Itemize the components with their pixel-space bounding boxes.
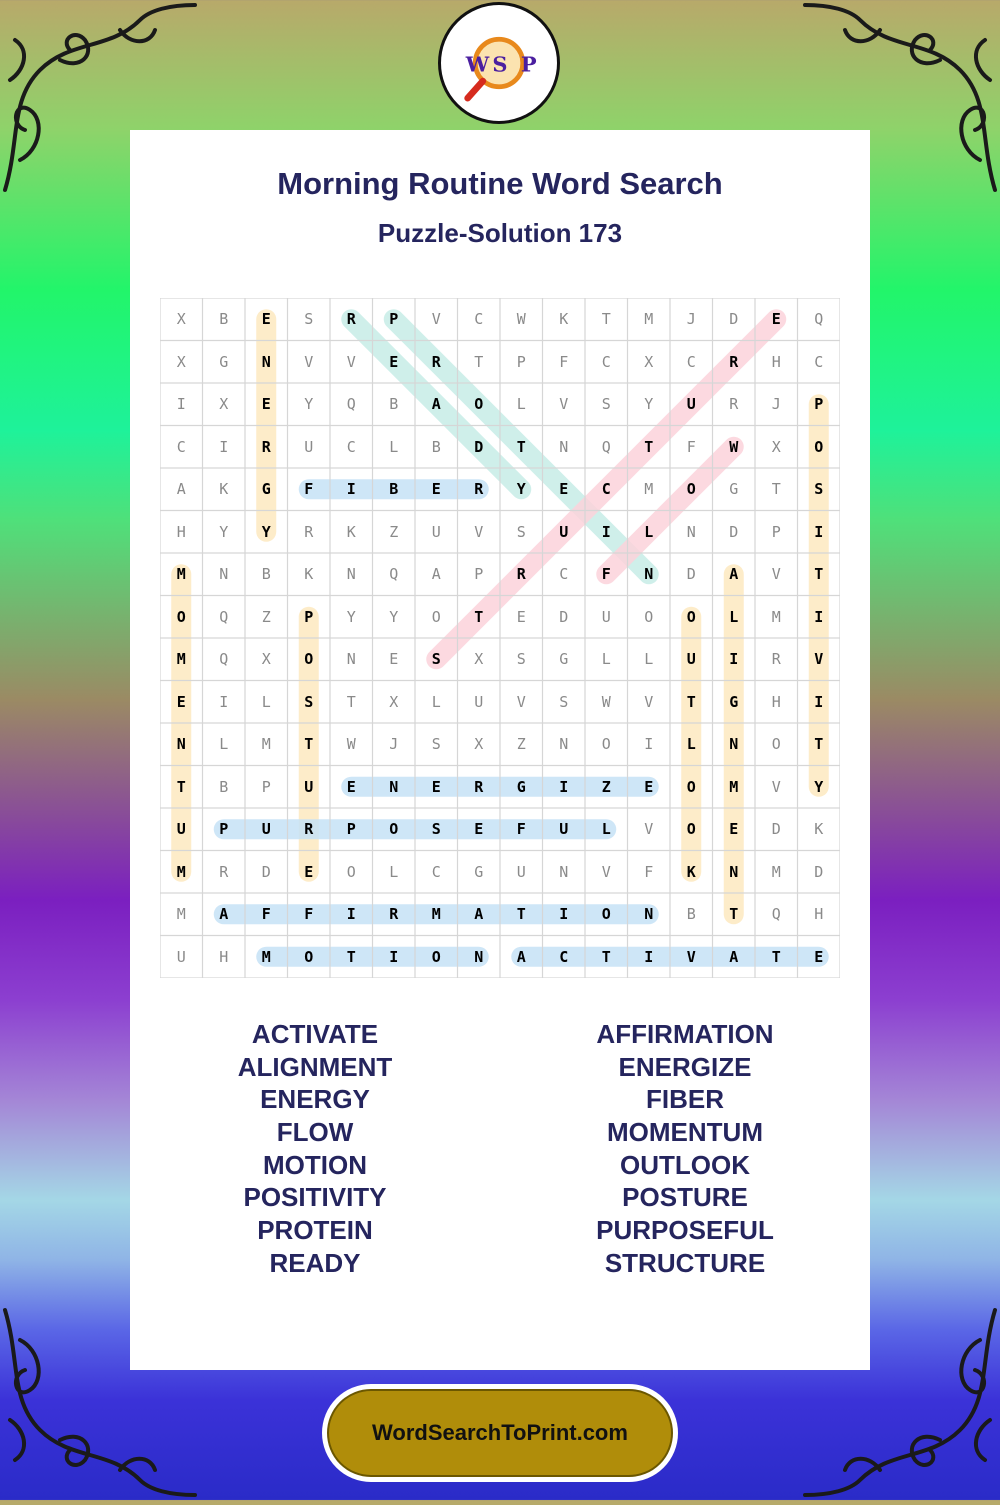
grid-cell: O (304, 947, 314, 966)
grid-cell: B (219, 310, 229, 329)
grid-cell: L (644, 522, 654, 541)
grid-cell: I (176, 395, 186, 414)
grid-cell: Z (601, 777, 611, 796)
grid-cell: M (176, 650, 186, 669)
grid-cell: K (219, 480, 229, 499)
grid-cell: S (601, 395, 611, 414)
grid-cell: I (814, 522, 824, 541)
grid-cell: J (771, 395, 781, 414)
grid-cell: T (516, 905, 526, 924)
grid-cell: R (219, 862, 229, 881)
grid-cell: N (176, 735, 186, 754)
site-link-pill[interactable] (322, 1384, 678, 1482)
grid-cell: O (176, 607, 186, 626)
grid-cell: P (474, 565, 484, 584)
grid-cell: H (814, 905, 824, 924)
grid-cell: N (559, 735, 569, 754)
grid-cell: O (389, 820, 399, 839)
grid-cell: T (814, 565, 824, 584)
grid-cell: R (431, 352, 441, 371)
grid-cell: P (516, 352, 526, 371)
grid-cell: V (814, 650, 824, 669)
grid-cell: W (516, 310, 526, 329)
grid-cell: Q (346, 395, 356, 414)
grid-cell: P (814, 395, 824, 414)
grid-cell: D (474, 437, 484, 456)
grid-cell: A (431, 565, 441, 584)
grid-cell: X (644, 352, 654, 371)
grid-cell: Z (389, 522, 399, 541)
grid-cell: R (389, 905, 399, 924)
grid-cell: N (474, 947, 484, 966)
grid-cell: U (686, 650, 696, 669)
logo-letter-w: W (465, 51, 490, 77)
grid-cell: Y (516, 480, 526, 499)
grid-cell: R (261, 437, 271, 456)
grid-cell: S (304, 310, 314, 329)
grid-cell: M (771, 862, 781, 881)
word-item: PROTEIN (257, 1215, 373, 1246)
grid-cell: D (729, 310, 739, 329)
grid-cell: I (219, 692, 229, 711)
word-item: AFFIRMATION (596, 1019, 774, 1049)
grid-cell: K (304, 565, 314, 584)
grid-cell: T (474, 352, 484, 371)
grid-cell: S (304, 692, 314, 711)
grid-cell: P (219, 820, 229, 839)
grid-cell: S (516, 650, 526, 669)
grid-cell: U (559, 522, 569, 541)
grid-cell: M (261, 735, 271, 754)
grid-cell: G (729, 692, 739, 711)
grid-cell: M (644, 310, 654, 329)
word-item: ACTIVATE (251, 1019, 379, 1049)
grid-cell: B (389, 480, 399, 499)
grid-cell: L (644, 650, 654, 669)
grid-cell: Y (346, 607, 356, 626)
puzzle-card (130, 130, 870, 1370)
grid-cell: Y (304, 395, 314, 414)
grid-cell: Z (516, 735, 526, 754)
grid-cell: L (219, 735, 229, 754)
word-item: POSITIVITY (243, 1182, 387, 1213)
word-item: MOTION (263, 1149, 367, 1180)
grid-cell: T (346, 692, 356, 711)
grid-cell: E (516, 607, 526, 626)
grid-cell: C (474, 310, 484, 329)
site-link-label[interactable]: WordSearchToPrint.com (327, 1389, 673, 1477)
logo-letter-s: S (492, 51, 508, 77)
grid-cell: X (389, 692, 399, 711)
grid-cell: V (771, 777, 781, 796)
grid-cell: F (516, 820, 526, 839)
grid-cell: C (559, 565, 569, 584)
grid-cell: C (601, 480, 611, 499)
grid-cell: M (176, 862, 186, 881)
grid-cell: F (261, 905, 271, 924)
grid-cell: G (261, 480, 271, 499)
grid-cell: I (389, 947, 399, 966)
grid-cell: N (346, 565, 356, 584)
grid-cell: B (261, 565, 271, 584)
grid-cell: D (729, 522, 739, 541)
grid-cell: T (644, 437, 654, 456)
grid-cell: V (431, 310, 441, 329)
grid-cell: D (771, 820, 781, 839)
grid-cell: F (304, 480, 314, 499)
grid-cell: F (686, 437, 696, 456)
grid-cell: D (686, 565, 696, 584)
grid-cell: I (219, 437, 229, 456)
grid-cell: O (686, 820, 696, 839)
grid-cell: X (261, 650, 271, 669)
grid-cell: O (304, 650, 314, 669)
grid-cell: N (644, 565, 654, 584)
grid-cell: C (601, 352, 611, 371)
grid-cell: T (771, 480, 781, 499)
grid-cell: K (346, 522, 356, 541)
grid-cell: S (814, 480, 824, 499)
grid-cell: A (729, 565, 739, 584)
grid-cell: N (644, 905, 654, 924)
grid-cell: T (601, 947, 611, 966)
grid-cell: Q (219, 650, 229, 669)
grid-cell: F (601, 565, 611, 584)
grid-cell: M (644, 480, 654, 499)
grid-cell: G (729, 480, 739, 499)
grid-cell: V (346, 352, 356, 371)
grid-cell: M (431, 905, 441, 924)
grid-cell: Q (814, 310, 824, 329)
grid-cell: U (261, 820, 271, 839)
page-subtitle: Puzzle-Solution 173 (377, 218, 623, 248)
word-item: PURPOSEFUL (596, 1215, 774, 1246)
grid-cell: T (686, 692, 696, 711)
grid-cell: W (346, 735, 356, 754)
grid-cell: M (176, 905, 186, 924)
grid-cell: U (431, 522, 441, 541)
grid-cell: M (176, 565, 186, 584)
grid-cell: A (431, 395, 441, 414)
grid-cell: I (644, 735, 654, 754)
grid-cell: V (771, 565, 781, 584)
grid-cell: B (431, 437, 441, 456)
grid-cell: O (601, 735, 611, 754)
word-search-grid (160, 298, 840, 978)
word-list-right (500, 1018, 870, 1280)
grid-cell: U (304, 437, 314, 456)
grid-cell: M (771, 607, 781, 626)
grid-cell: E (814, 947, 824, 966)
grid-cell: E (644, 777, 654, 796)
grid-cell: Q (389, 565, 399, 584)
grid-cell: U (176, 820, 186, 839)
grid-cell: L (729, 607, 739, 626)
grid-cell: B (389, 395, 399, 414)
grid-cell: T (601, 310, 611, 329)
grid-cell: C (686, 352, 696, 371)
wsp-logo (438, 2, 560, 124)
grid-cell: O (431, 947, 441, 966)
grid-cell: G (474, 862, 484, 881)
grid-cell: Q (219, 607, 229, 626)
grid-cell: X (176, 310, 186, 329)
grid-cell: E (261, 310, 271, 329)
grid-cell: E (346, 777, 356, 796)
grid-cell: G (559, 650, 569, 669)
grid-cell: R (346, 310, 356, 329)
grid-cell: U (516, 862, 526, 881)
grid-cell: O (431, 607, 441, 626)
grid-cell: E (389, 352, 399, 371)
grid-cell: A (176, 480, 186, 499)
grid-cell: U (474, 692, 484, 711)
grid-cell: P (261, 777, 271, 796)
grid-cell: S (431, 650, 441, 669)
grid-cell: G (219, 352, 229, 371)
grid-cell: E (431, 480, 441, 499)
grid-cell: P (389, 310, 399, 329)
grid-cell: H (771, 352, 781, 371)
grid-cell: I (559, 905, 569, 924)
grid-cell: K (814, 820, 824, 839)
grid-cell: R (729, 395, 739, 414)
grid-cell: I (559, 777, 569, 796)
grid-cell: L (516, 395, 526, 414)
grid-cell: S (516, 522, 526, 541)
grid-cell: T (176, 777, 186, 796)
grid-cell: B (219, 777, 229, 796)
grid-cell: E (261, 395, 271, 414)
grid-cell: O (686, 480, 696, 499)
grid-cell: L (601, 650, 611, 669)
grid-cell: U (686, 395, 696, 414)
grid-cell: O (474, 395, 484, 414)
grid-cell: T (516, 437, 526, 456)
word-list-left (130, 1018, 500, 1280)
grid-cell: T (729, 905, 739, 924)
grid-cell: L (389, 437, 399, 456)
grid-cell: W (729, 437, 739, 456)
word-item: OUTLOOK (620, 1149, 750, 1180)
grid-cell: O (686, 607, 696, 626)
grid-cell: A (219, 905, 229, 924)
grid-cell: V (601, 862, 611, 881)
grid-cell: A (516, 947, 526, 966)
grid-cell: N (686, 522, 696, 541)
grid-cell: V (559, 395, 569, 414)
grid-cell: V (644, 692, 654, 711)
grid-cell: T (814, 735, 824, 754)
grid-cell: T (771, 947, 781, 966)
grid-cell: N (729, 735, 739, 754)
grid-cell: I (601, 522, 611, 541)
grid-cell: I (729, 650, 739, 669)
grid-cell: I (346, 480, 356, 499)
grid-cell: X (219, 395, 229, 414)
grid-cell: L (601, 820, 611, 839)
grid-cell: N (219, 565, 229, 584)
grid-cell: E (431, 777, 441, 796)
grid-cell: O (601, 905, 611, 924)
page-title: Morning Routine Word Search (277, 166, 723, 201)
grid-cell: N (389, 777, 399, 796)
grid-cell: Y (814, 777, 824, 796)
grid-cell: V (686, 947, 696, 966)
grid-cell: E (474, 820, 484, 839)
grid-cell: U (304, 777, 314, 796)
grid-cell: V (304, 352, 314, 371)
grid-cell: F (304, 905, 314, 924)
grid-cell: E (771, 310, 781, 329)
word-item: ALIGNMENT (237, 1051, 393, 1082)
grid-cell: V (644, 820, 654, 839)
grid-cell: B (686, 905, 696, 924)
grid-cell: F (644, 862, 654, 881)
grid-cell: U (176, 947, 186, 966)
grid-cell: I (644, 947, 654, 966)
grid-cell: R (304, 522, 314, 541)
grid-cell: S (431, 735, 441, 754)
grid-cell: S (559, 692, 569, 711)
grid-cell: D (814, 862, 824, 881)
word-item: POSTURE (622, 1182, 748, 1213)
grid-cell: D (559, 607, 569, 626)
grid-cell: I (346, 905, 356, 924)
grid-cell: C (814, 352, 824, 371)
grid-cell: E (304, 862, 314, 881)
grid-cell: N (261, 352, 271, 371)
grid-cell: C (559, 947, 569, 966)
grid-cell: V (516, 692, 526, 711)
grid-cell: O (644, 607, 654, 626)
grid-cell: Z (261, 607, 271, 626)
grid-cell: J (686, 310, 696, 329)
word-item: MOMENTUM (607, 1117, 763, 1148)
word-item: FIBER (646, 1084, 724, 1115)
grid-cell: Q (771, 905, 781, 924)
grid-cell: O (686, 777, 696, 796)
grid-cell: Y (261, 522, 271, 541)
grid-cell: U (559, 820, 569, 839)
grid-cell: T (346, 947, 356, 966)
grid-cell: P (304, 607, 314, 626)
grid-cell: R (516, 565, 526, 584)
grid-cell: Y (389, 607, 399, 626)
grid-cell: L (261, 692, 271, 711)
grid-cell: A (729, 947, 739, 966)
word-item: STRUCTURE (604, 1247, 766, 1278)
grid-cell: P (771, 522, 781, 541)
grid-cell: R (474, 777, 484, 796)
grid-cell: S (431, 820, 441, 839)
grid-cell: X (176, 352, 186, 371)
grid-cell: H (176, 522, 186, 541)
grid-cell: E (389, 650, 399, 669)
grid-cell: N (559, 437, 569, 456)
grid-cell: D (261, 862, 271, 881)
grid-cell: F (559, 352, 569, 371)
grid-cell: X (474, 735, 484, 754)
grid-cell: O (346, 862, 356, 881)
grid-cell: P (346, 820, 356, 839)
grid-cell: C (346, 437, 356, 456)
grid-cell: X (771, 437, 781, 456)
grid-cell: E (176, 692, 186, 711)
grid-cell: V (474, 522, 484, 541)
word-item: ENERGY (260, 1084, 370, 1115)
grid-cell: R (729, 352, 739, 371)
grid-cell: K (559, 310, 569, 329)
grid-cell: E (729, 820, 739, 839)
grid-cell: A (474, 905, 484, 924)
grid-cell: N (559, 862, 569, 881)
grid-cell: O (814, 437, 824, 456)
grid-cell: Q (601, 437, 611, 456)
grid-cell: C (176, 437, 186, 456)
grid-cell: R (771, 650, 781, 669)
grid-cell: T (304, 735, 314, 754)
word-item: READY (269, 1247, 361, 1278)
word-item: FLOW (276, 1117, 354, 1148)
grid-cell: E (559, 480, 569, 499)
grid-cell: M (729, 777, 739, 796)
grid-cell: K (686, 862, 696, 881)
grid-cell: H (219, 947, 229, 966)
word-item: ENERGIZE (618, 1051, 752, 1082)
grid-cell: R (474, 480, 484, 499)
logo-letter-p: P (520, 51, 537, 77)
grid-cell: H (771, 692, 781, 711)
grid-cell: O (771, 735, 781, 754)
grid-cell: G (516, 777, 526, 796)
grid-cell: L (686, 735, 696, 754)
grid-cell: I (814, 692, 824, 711)
grid-cell: N (729, 862, 739, 881)
grid-cell: N (346, 650, 356, 669)
grid-cell: I (814, 607, 824, 626)
grid-cell: W (601, 692, 611, 711)
grid-cell: X (474, 650, 484, 669)
grid-cell: T (474, 607, 484, 626)
grid-cell: Y (219, 522, 229, 541)
grid-cell: L (389, 862, 399, 881)
grid-cell: Y (644, 395, 654, 414)
grid-cell: M (261, 947, 271, 966)
grid-cell: U (601, 607, 611, 626)
grid-cell: L (431, 692, 441, 711)
grid-cell: J (389, 735, 399, 754)
grid-cell: R (304, 820, 314, 839)
grid-cell: C (431, 862, 441, 881)
